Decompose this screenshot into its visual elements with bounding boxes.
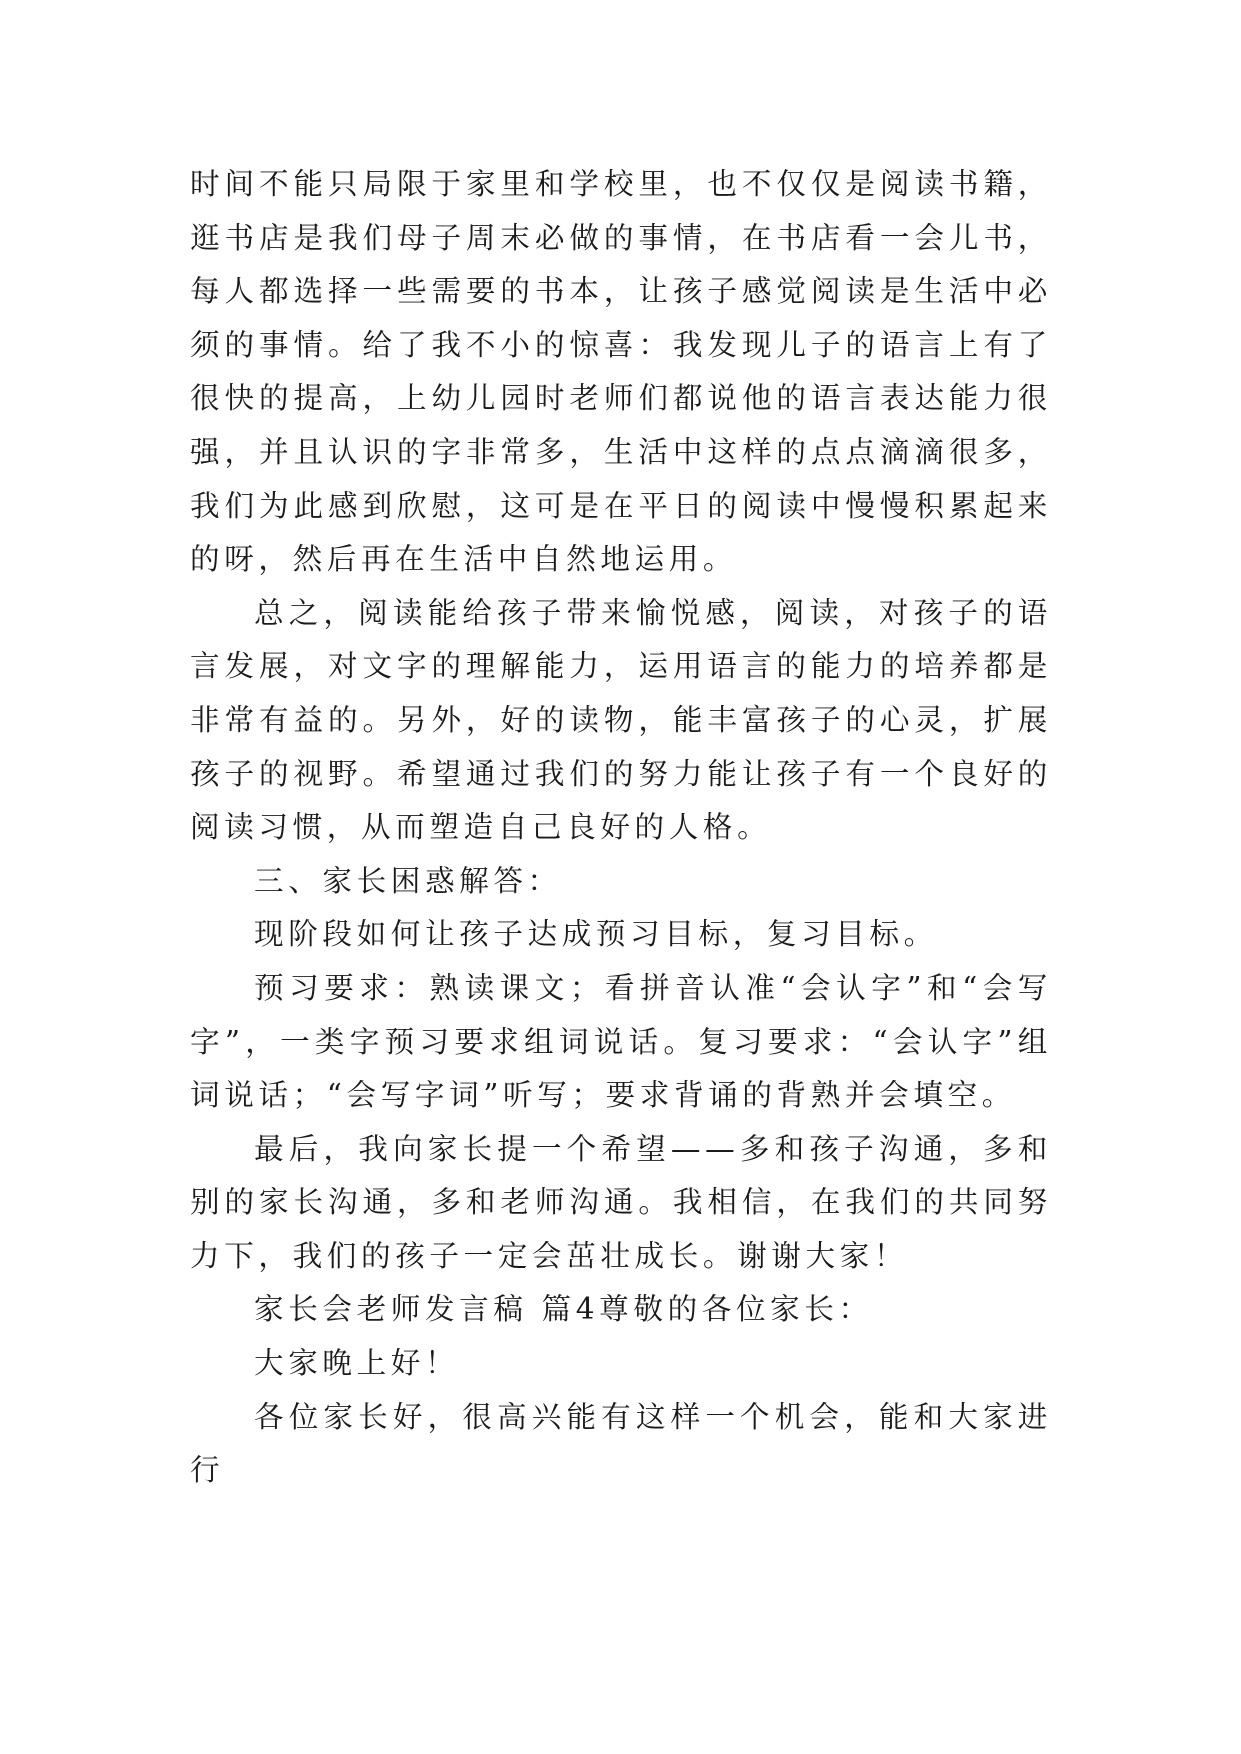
- paragraph-requirements: 预习要求：熟读课文；看拼音认准“会认字”和“会写字”，一类字预习要求组词说话。复习要求：“会认字”组词说话；“会写字词”听写；要求背诵的背熟并会填空。: [190, 970, 1052, 1113]
- paragraph-opening: 各位家长好，很高兴能有这样一个机会，能和大家进行: [190, 1399, 1052, 1488]
- paragraph-question: 现阶段如何让孩子达成预习目标，复习目标。: [254, 917, 938, 952]
- section-heading-parent-questions: 三、家长困惑解答：: [254, 863, 562, 898]
- paragraph-closing: 最后，我向家长提一个希望——多和孩子沟通，多和别的家长沟通，多和老师沟通。我相信，在我们的共同努力下，我们的孩子一定会茁壮成长。谢谢大家！: [190, 1131, 1052, 1273]
- paragraph-reading-habits: 时间不能只局限于家里和学校里，也不仅仅是阅读书籍，逛书店是我们母子周末必做的事情，在书店看一会儿书，每人都选择一些需要的书本，让孩子感觉阅读是生活中必须的事情。给了我不小的惊喜：我发现儿子的语言上有了很快的提高，上幼儿园时老师们都说他的语言表达能力很强，并且认识的字非常多，生活中这样的点点滴滴很多，我们为此感到欣慰，这可是在平日的阅读中慢慢积累起来的呀，然后再在生活中自然地运用。: [190, 167, 1052, 577]
- greeting: 大家晚上好！: [254, 1346, 460, 1381]
- speech-title: 家长会老师发言稿 篇4尊敬的各位家长：: [254, 1292, 873, 1327]
- paragraph-summary: 总之，阅读能给孩子带来愉悦感，阅读，对孩子的语言发展，对文字的理解能力，运用语言的能力的培养都是非常有益的。另外，好的读物，能丰富孩子的心灵，扩展孩子的视野。希望通过我们的努力能让孩子有一个良好的阅读习惯，从而塑造自己良好的人格。: [190, 595, 1052, 845]
- document-page: [190, 158, 1052, 1498]
